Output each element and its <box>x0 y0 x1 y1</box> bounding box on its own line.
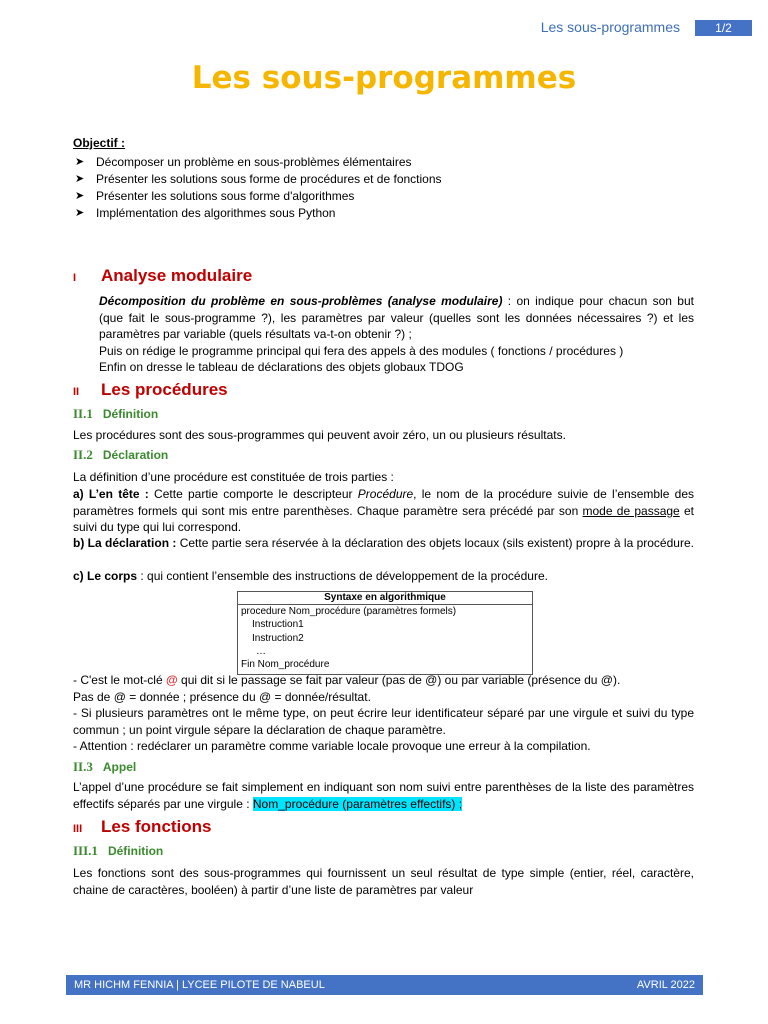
arrow-bullet-icon: ➤ <box>75 156 85 168</box>
analyse-line-2: Puis on rédige le programme principal qui fera des appels à des modules ( fonctions / procédures ) <box>99 344 624 358</box>
objective-list <box>73 154 442 222</box>
declaration-part-a: a) L’en tête : Cette partie comporte le descripteur Procédure, le nom de la procédure suivie de l’ensemble des paramètres formels qui sont mis entre parenthèses. Chaque paramètre sera précédé par son mode de passage et suivi du type qui lui correspond. <box>73 487 695 535</box>
page-header <box>0 19 768 39</box>
subsection-heading-appel: II.3 Appel <box>73 759 137 774</box>
page-number: 1/2 <box>695 20 752 36</box>
call-syntax-highlight: Nom_procédure (paramètres effectifs) ; <box>252 796 463 811</box>
syntax-line: procedure Nom_procédure (paramètres formels) <box>241 606 457 617</box>
section-heading-fonctions: III Les fonctions <box>73 817 212 836</box>
objective-item: ➤ Décomposer un problème en sous-problèmes élémentaires <box>75 155 412 169</box>
declaration-part-b: b) La déclaration : Cette partie sera réservée à la déclaration des objets locaux (sils existent) propre à la procédure. <box>73 536 694 550</box>
syntax-line: Instruction2 <box>252 632 304 644</box>
syntax-box <box>237 591 533 675</box>
syntax-line: Fin Nom_procédure <box>241 659 330 671</box>
objective-label: Objectif : <box>73 136 126 150</box>
syntax-line: … <box>256 645 266 657</box>
analyse-paragraph: Décomposition du problème en sous-problèmes (analyse modulaire) : on indique pour chacun son but (que fait le sous-programme ?), les paramètres par valeur (quelles sont les données nécessaires ?) et les paramètres par variable (quels résultats va-t-on obtenir ?) ; <box>99 294 694 342</box>
note-data-result: Pas de @ = donnée ; présence du @ = donnée/résultat. <box>73 690 371 704</box>
footer-author: MR HICHM FENNIA | LYCEE PILOTE DE NABEUL <box>74 979 325 991</box>
analyse-line-3: Enfin on dresse le tableau de déclarations des objets globaux TDOG <box>99 360 464 374</box>
appel-text: L’appel d’une procédure se fait simplement en indiquant son nom suivi entre parenthèses de la liste des paramètres effectifs séparés par une virgule : Nom_procédure (paramètres effectifs) ; <box>73 780 694 811</box>
fonctions-definition-text: Les fonctions sont des sous-programmes qui fournissent un seul résultat de type simple (entier, réel, caractère, chaine de caractères, booléen) à partir d’une liste de paramètres par valeur <box>73 866 694 897</box>
objective-item: ➤ Présenter les solutions sous forme d'algorithmes <box>75 189 355 203</box>
subsection-heading-declaration: II.2 Déclaration <box>73 447 169 462</box>
page-footer <box>66 975 703 995</box>
note-attention: - Attention : redéclarer un paramètre comme variable locale provoque une erreur à la compilation. <box>73 739 591 753</box>
objective-item: ➤ Présenter les solutions sous forme de procédures et de fonctions <box>75 172 442 186</box>
document-title: Les sous-programmes <box>191 60 577 96</box>
arrow-bullet-icon: ➤ <box>75 173 85 185</box>
objective-item: ➤ Implémentation des algorithmes sous Python <box>75 206 336 220</box>
section-heading-analyse: I Analyse modulaire <box>73 266 253 285</box>
footer-date: AVRIL 2022 <box>636 979 695 991</box>
header-title: Les sous-programmes <box>540 19 680 35</box>
declaration-intro: La définition d’une procédure est constituée de trois parties : <box>73 470 394 484</box>
declaration-part-c: c) Le corps : qui contient l’ensemble des instructions de développement de la procédure. <box>73 569 548 583</box>
procedures-definition-text: Les procédures sont des sous-programmes qui peuvent avoir zéro, un ou plusieurs résultats. <box>73 428 566 442</box>
subsection-heading-fonction-definition: III.1 Définition <box>73 843 164 858</box>
syntax-box-header: Syntaxe en algorithmique <box>238 592 532 605</box>
arrow-bullet-icon: ➤ <box>75 207 85 219</box>
note-same-type: - Si plusieurs paramètres ont le même type, on peut écrire leur identificateur séparé par une virgule et suivi du type commun ; un point virgule sépare la déclaration de chaque paramètre. <box>73 706 694 737</box>
note-keyword: - C'est le mot-clé @ qui dit si le passage se fait par valeur (pas de @) ou par variable (présence du @). <box>73 673 621 687</box>
arrow-bullet-icon: ➤ <box>75 190 85 202</box>
subsection-heading-definition: II.1 Définition <box>73 406 159 421</box>
syntax-line: Instruction1 <box>252 619 304 631</box>
section-heading-procedures: II Les procédures <box>73 380 228 399</box>
